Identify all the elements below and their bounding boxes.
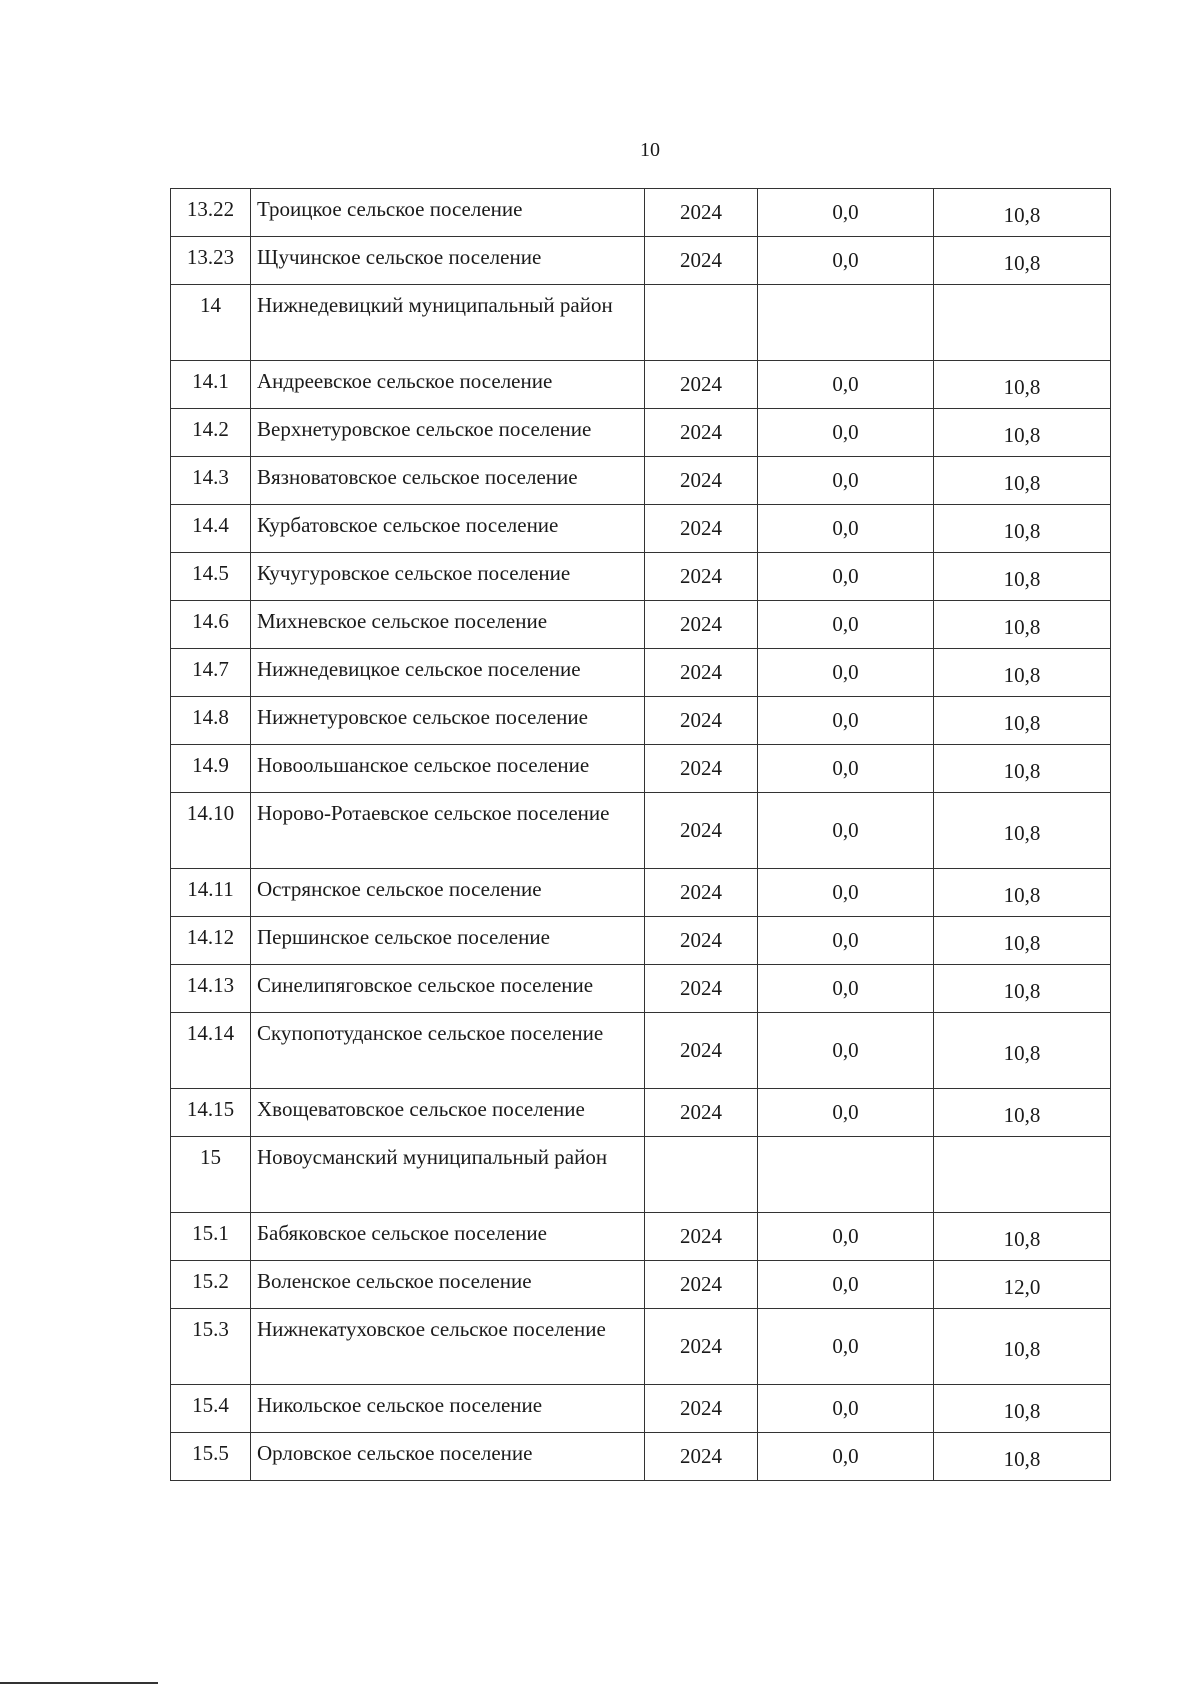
table-row: [171, 1089, 1111, 1137]
settlement-name-cell: Воленское сельское поселение: [251, 1261, 645, 1309]
settlement-name-cell: Скупопотуданское сельское поселение: [251, 1013, 645, 1089]
row-number-cell: 14.15: [171, 1089, 251, 1137]
value-1-cell: 0,0: [758, 1309, 934, 1385]
table-row: [171, 1013, 1111, 1089]
value-2-cell: 10,8: [934, 697, 1111, 745]
table-row: [171, 649, 1111, 697]
year-cell: 2024: [645, 1433, 758, 1481]
row-number-cell: 14.4: [171, 505, 251, 553]
year-cell: 2024: [645, 649, 758, 697]
settlement-name-cell: Орловское сельское поселение: [251, 1433, 645, 1481]
year-cell: 2024: [645, 1089, 758, 1137]
row-number-cell: 14.6: [171, 601, 251, 649]
year-cell: 2024: [645, 505, 758, 553]
table-row: [171, 745, 1111, 793]
value-2-cell: 10,8: [934, 965, 1111, 1013]
year-cell: 2024: [645, 601, 758, 649]
table-row: [171, 189, 1111, 237]
year-cell: 2024: [645, 1213, 758, 1261]
table-row: [171, 457, 1111, 505]
value-2-cell: 10,8: [934, 917, 1111, 965]
value-2-cell: 10,8: [934, 1385, 1111, 1433]
year-cell: 2024: [645, 745, 758, 793]
settlements-table: [170, 188, 1111, 1481]
table-row: [171, 1261, 1111, 1309]
table-row: [171, 505, 1111, 553]
settlement-name-cell: Новоольшанское сельское поселение: [251, 745, 645, 793]
settlement-name-cell: Хвощеватовское сельское поселение: [251, 1089, 645, 1137]
year-cell: 2024: [645, 1261, 758, 1309]
row-number-cell: 15.1: [171, 1213, 251, 1261]
value-1-cell: 0,0: [758, 965, 934, 1013]
table-row: [171, 917, 1111, 965]
row-number-cell: 14: [171, 285, 251, 361]
row-number-cell: 14.7: [171, 649, 251, 697]
settlement-name-cell: Никольское сельское поселение: [251, 1385, 645, 1433]
table-row: [171, 697, 1111, 745]
table-row: [171, 1309, 1111, 1385]
row-number-cell: 14.1: [171, 361, 251, 409]
value-2-cell: 10,8: [934, 553, 1111, 601]
value-1-cell: 0,0: [758, 361, 934, 409]
value-1-cell: 0,0: [758, 869, 934, 917]
year-cell: 2024: [645, 457, 758, 505]
row-number-cell: 14.14: [171, 1013, 251, 1089]
year-cell: 2024: [645, 237, 758, 285]
settlement-name-cell: Норово-Ротаевское сельское поселение: [251, 793, 645, 869]
year-cell: 2024: [645, 553, 758, 601]
year-cell: 2024: [645, 697, 758, 745]
year-cell: 2024: [645, 1385, 758, 1433]
settlement-name-cell: Нижнедевицкий муниципальный район: [251, 285, 645, 361]
table-row: [171, 601, 1111, 649]
value-1-cell: 0,0: [758, 457, 934, 505]
settlement-name-cell: Троицкое сельское поселение: [251, 189, 645, 237]
table-row: [171, 285, 1111, 361]
table-row: [171, 1385, 1111, 1433]
value-1-cell: [758, 285, 934, 361]
value-2-cell: 10,8: [934, 793, 1111, 869]
year-cell: 2024: [645, 869, 758, 917]
value-1-cell: 0,0: [758, 505, 934, 553]
year-cell: 2024: [645, 793, 758, 869]
value-2-cell: 10,8: [934, 601, 1111, 649]
table-body: [171, 189, 1111, 1481]
row-number-cell: 15.5: [171, 1433, 251, 1481]
value-2-cell: 10,8: [934, 237, 1111, 285]
settlement-name-cell: Щучинское сельское поселение: [251, 237, 645, 285]
table-row: [171, 869, 1111, 917]
year-cell: 2024: [645, 1309, 758, 1385]
row-number-cell: 14.5: [171, 553, 251, 601]
row-number-cell: 13.22: [171, 189, 251, 237]
table-row: [171, 361, 1111, 409]
value-1-cell: 0,0: [758, 553, 934, 601]
value-2-cell: 10,8: [934, 505, 1111, 553]
settlement-name-cell: Нижнекатуховское сельское поселение: [251, 1309, 645, 1385]
table-row: [171, 409, 1111, 457]
value-1-cell: 0,0: [758, 745, 934, 793]
settlement-name-cell: Новоусманский муниципальный район: [251, 1137, 645, 1213]
row-number-cell: 14.3: [171, 457, 251, 505]
row-number-cell: 15.3: [171, 1309, 251, 1385]
value-1-cell: 0,0: [758, 601, 934, 649]
row-number-cell: 15: [171, 1137, 251, 1213]
settlement-name-cell: Острянское сельское поселение: [251, 869, 645, 917]
table-row: [171, 1137, 1111, 1213]
row-number-cell: 14.11: [171, 869, 251, 917]
value-2-cell: 10,8: [934, 1089, 1111, 1137]
settlement-name-cell: Нижнетуровское сельское поселение: [251, 697, 645, 745]
row-number-cell: 14.2: [171, 409, 251, 457]
value-2-cell: [934, 1137, 1111, 1213]
value-1-cell: 0,0: [758, 1013, 934, 1089]
row-number-cell: 15.2: [171, 1261, 251, 1309]
row-number-cell: 14.8: [171, 697, 251, 745]
year-cell: [645, 1137, 758, 1213]
table-row: [171, 965, 1111, 1013]
settlement-name-cell: Бабяковское сельское поселение: [251, 1213, 645, 1261]
value-2-cell: [934, 285, 1111, 361]
settlement-name-cell: Кучугуровское сельское поселение: [251, 553, 645, 601]
year-cell: 2024: [645, 1013, 758, 1089]
value-2-cell: 10,8: [934, 1213, 1111, 1261]
value-1-cell: 0,0: [758, 189, 934, 237]
year-cell: [645, 285, 758, 361]
value-1-cell: 0,0: [758, 697, 934, 745]
value-2-cell: 12,0: [934, 1261, 1111, 1309]
settlement-name-cell: Нижнедевицкое сельское поселение: [251, 649, 645, 697]
value-2-cell: 10,8: [934, 1433, 1111, 1481]
year-cell: 2024: [645, 965, 758, 1013]
value-2-cell: 10,8: [934, 457, 1111, 505]
value-1-cell: 0,0: [758, 409, 934, 457]
value-2-cell: 10,8: [934, 1309, 1111, 1385]
settlement-name-cell: Вязноватовское сельское поселение: [251, 457, 645, 505]
value-2-cell: 10,8: [934, 1013, 1111, 1089]
row-number-cell: 15.4: [171, 1385, 251, 1433]
settlement-name-cell: Першинское сельское поселение: [251, 917, 645, 965]
value-2-cell: 10,8: [934, 745, 1111, 793]
value-2-cell: 10,8: [934, 189, 1111, 237]
row-number-cell: 14.13: [171, 965, 251, 1013]
row-number-cell: 14.10: [171, 793, 251, 869]
value-2-cell: 10,8: [934, 649, 1111, 697]
value-2-cell: 10,8: [934, 869, 1111, 917]
year-cell: 2024: [645, 917, 758, 965]
footer-rule: [0, 1682, 158, 1684]
value-2-cell: 10,8: [934, 409, 1111, 457]
row-number-cell: 14.9: [171, 745, 251, 793]
table-row: [171, 237, 1111, 285]
table-row: [171, 793, 1111, 869]
value-1-cell: 0,0: [758, 649, 934, 697]
value-1-cell: [758, 1137, 934, 1213]
table-row: [171, 553, 1111, 601]
settlement-name-cell: Синелипяговское сельское поселение: [251, 965, 645, 1013]
year-cell: 2024: [645, 361, 758, 409]
settlement-name-cell: Курбатовское сельское поселение: [251, 505, 645, 553]
settlement-name-cell: Михневское сельское поселение: [251, 601, 645, 649]
settlement-name-cell: Верхнетуровское сельское поселение: [251, 409, 645, 457]
value-1-cell: 0,0: [758, 1261, 934, 1309]
value-1-cell: 0,0: [758, 1433, 934, 1481]
table-row: [171, 1433, 1111, 1481]
value-1-cell: 0,0: [758, 793, 934, 869]
value-1-cell: 0,0: [758, 1089, 934, 1137]
row-number-cell: 14.12: [171, 917, 251, 965]
year-cell: 2024: [645, 189, 758, 237]
settlement-name-cell: Андреевское сельское поселение: [251, 361, 645, 409]
value-2-cell: 10,8: [934, 361, 1111, 409]
value-1-cell: 0,0: [758, 917, 934, 965]
year-cell: 2024: [645, 409, 758, 457]
value-1-cell: 0,0: [758, 237, 934, 285]
page-number: 10: [640, 139, 660, 161]
value-1-cell: 0,0: [758, 1385, 934, 1433]
value-1-cell: 0,0: [758, 1213, 934, 1261]
row-number-cell: 13.23: [171, 237, 251, 285]
table-row: [171, 1213, 1111, 1261]
